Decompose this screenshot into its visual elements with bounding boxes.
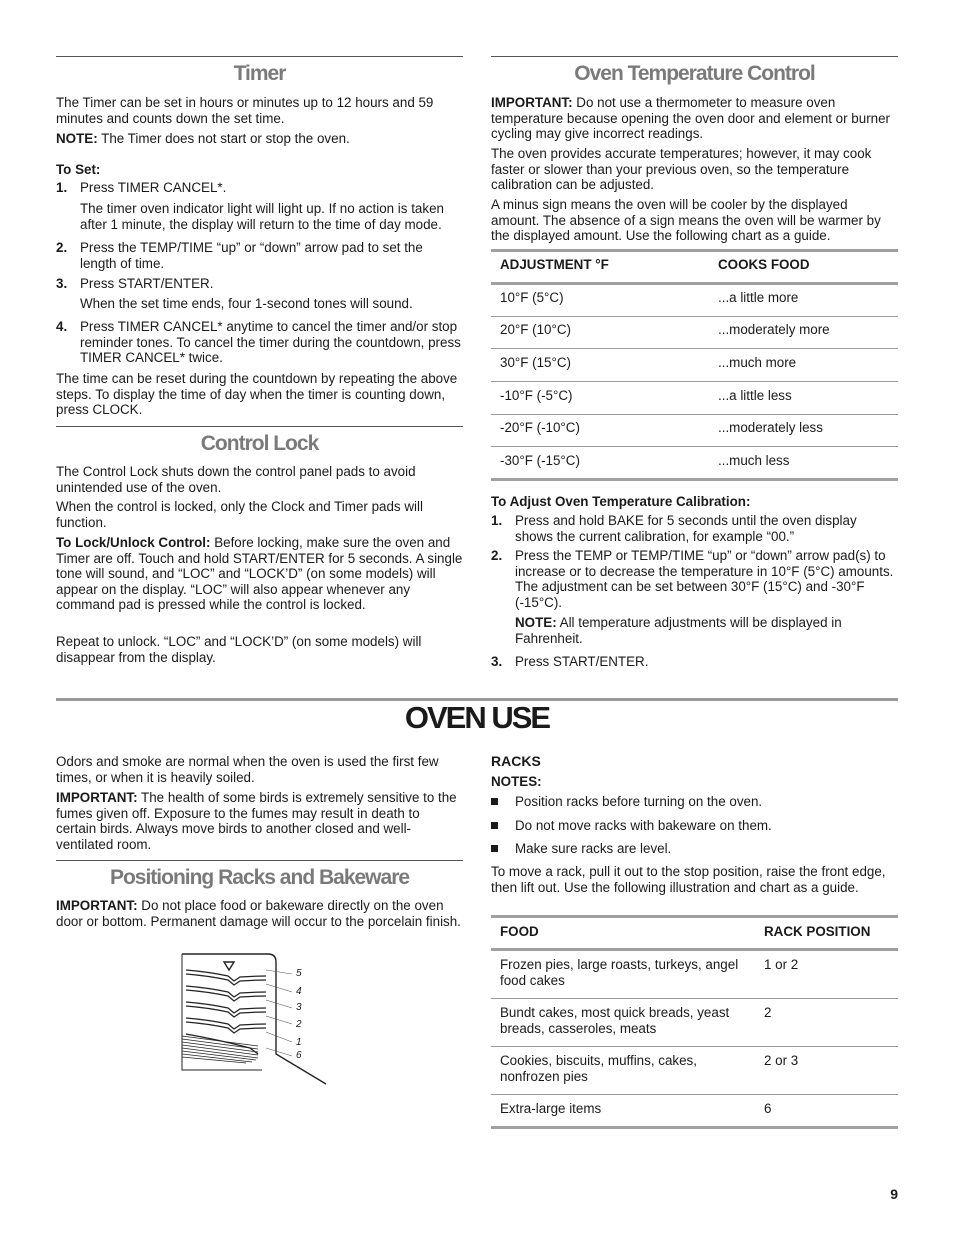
control-lock-p4: Repeat to unlock. “LOC” and “LOCK’D” (on some models) will disappear from the display. [56,634,422,665]
timer-step-number: 4. [56,319,68,334]
oven-temp-p1 [491,95,898,142]
timer-to-set: To Set: [56,162,101,177]
table-rule [491,478,898,481]
timer-step-number: 2. [56,240,68,255]
adjust-title: To Adjust Oven Temperature Calibration: [491,494,751,509]
oven-use-p2-text: The health of some birds is extremely sensitive to the fumes given off. Exposure to the fumes may result in death to certain birds. Always move birds to another closed and well-ventilated room. [56,790,457,852]
positioning-heading: Positioning Racks and Bakeware [109,866,410,889]
adjust-step-number: 2. [491,548,503,563]
timer-note [56,131,463,147]
control-lock-p3-text: Before locking, make sure the oven and Timer are off. Touch and hold START/ENTER for 5 seconds. A single tone will sound, and “LOC” and “LOCK’D” (on some models) will appear on the display. “LOC” will also appear whenever any command pad is pressed while the control is locked. [56,535,463,613]
bullet-icon [491,798,498,805]
control-lock-p1: The Control Lock shuts down the control panel pads to avoid unintended use of the oven. [56,464,416,495]
table-cell: 2 or 3 [764,1053,799,1068]
table-rule [491,948,898,951]
timer-step-text: Press the TEMP/TIME “up” or “down” arrow pad to set the length of time. [80,240,423,271]
oven-rack-illustration [180,950,340,1086]
oven-temp-top-rule [491,56,898,57]
oven-temp-heading: Oven Temperature Control [574,62,815,85]
table-cell: ...a little less [718,388,792,403]
timer-note-label: NOTE: [56,131,98,146]
table-cell: Extra-large items [500,1101,602,1116]
timer-step-text: When the set time ends, four 1-second tones will sound. [80,296,413,311]
table-rule [491,915,898,918]
bullet-icon [491,822,498,829]
adjust-note-label: NOTE: [515,615,557,630]
rack-position-label: 1 [296,1037,302,1048]
control-lock-p3-label: To Lock/Unlock Control: [56,535,211,550]
table-cell: -20°F (-10°C) [500,420,580,435]
table-rule [491,249,898,252]
control-lock-p2: When the control is locked, only the Clock and Timer pads will function. [56,499,423,530]
racks-note-item: Do not move racks with bakeware on them. [515,818,772,833]
oven-use-p2-label: IMPORTANT: [56,790,138,805]
table-rule [491,282,898,285]
table-cell: 20°F (10°C) [500,322,571,337]
rack-position-label: 2 [296,1019,302,1030]
oven-temp-p3: A minus sign means the oven will be cooler by the displayed amount. The absence of a sign means the oven will be warmer by the displayed amount. Use the following chart as a guide. [491,197,881,244]
table-header: FOOD [500,924,539,939]
table-cell: 2 [764,1005,772,1020]
timer-step-number: 3. [56,276,68,291]
timer-step-text: Press TIMER CANCEL*. [80,180,227,195]
control-lock-p3 [56,535,463,613]
oven-use-p2 [56,790,463,852]
table-cell: Cookies, biscuits, muffins, cakes, nonfrozen pies [500,1053,697,1084]
table-cell: Frozen pies, large roasts, turkeys, angel food cakes [500,957,739,988]
racks-note-item: Position racks before turning on the oven. [515,794,763,809]
oven-temp-p2: The oven provides accurate temperatures; however, it may cook faster or slower than your previous oven, so the temperature calibration can be adjusted. [491,146,872,193]
table-row-rule [491,381,898,382]
adjust-note-text: All temperature adjustments will be displayed in Fahrenheit. [515,615,842,646]
timer-step-text: Press START/ENTER. [80,276,214,291]
table-row-rule [491,348,898,349]
table-cell: ...moderately more [718,322,830,337]
racks-notes-label: NOTES: [491,774,542,789]
table-row-rule [491,414,898,415]
adjust-note [515,615,898,646]
oven-use-title: OVEN USE [404,700,550,735]
racks-heading: RACKS [491,753,541,769]
table-row-rule [491,316,898,317]
table-cell: ...much more [718,355,797,370]
adjust-step-number: 3. [491,654,503,669]
timer-heading: Timer [233,62,286,85]
table-cell: Bundt cakes, most quick breads, yeast breads, casseroles, meats [500,1005,730,1036]
control-lock-top-rule [56,426,463,427]
timer-note-text: The Timer does not start or stop the oven. [97,131,350,146]
timer-intro: The Timer can be set in hours or minutes up to 12 hours and 59 minutes and counts down the set time. [56,95,434,126]
racks-p1: To move a rack, pull it out to the stop position, raise the front edge, then lift out. Use the following illustration and chart as a guide. [491,864,886,895]
timer-step-text: The timer oven indicator light will light up. If no action is taken after 1 minute, the display will return to the time of day mode. [80,201,444,232]
oven-rack-diagram [180,950,340,1086]
oven-temp-p1-label: IMPORTANT: [491,95,573,110]
timer-top-rule [56,56,463,57]
bullet-icon [491,845,498,852]
table-header: RACK POSITION [764,924,871,939]
racks-note-item: Make sure racks are level. [515,841,672,856]
table-row-rule [491,998,898,999]
oven-temp-p1-text: Do not use a thermometer to measure oven temperature because opening the oven door and element or burner cycling may give incorrect readings. [491,95,891,142]
timer-outro: The time can be reset during the countdown by repeating the above steps. To display the time of day when the timer is counting down, press CLOCK. [56,371,458,418]
table-cell: 6 [764,1101,772,1116]
table-cell: 30°F (15°C) [500,355,571,370]
table-header: COOKS FOOD [718,257,810,272]
table-cell: 1 or 2 [764,957,799,972]
rack-position-label: 6 [296,1050,302,1061]
positioning-p1-text: Do not place food or bakeware directly on the oven door or bottom. Permanent damage will occur to the porcelain finish. [56,898,461,929]
rack-position-label: 5 [296,968,302,979]
oven-use-p1: Odors and smoke are normal when the oven is used the first few times, or when it is heavily soiled. [56,754,439,785]
timer-step-number: 1. [56,180,68,195]
rack-position-label: 4 [296,986,302,997]
positioning-top-rule [56,860,463,861]
table-cell: ...moderately less [718,420,823,435]
timer-step-text: Press TIMER CANCEL* anytime to cancel the timer and/or stop reminder tones. To cancel the timer during the countdown, press TIMER CANCEL* twice. [80,319,461,366]
adjust-step-text: Press START/ENTER. [515,654,649,669]
rack-position-label: 3 [296,1002,302,1013]
table-cell: ...a little more [718,290,799,305]
table-rule [491,1126,898,1129]
page-number: 9 [890,1186,898,1202]
adjust-step-text: Press and hold BAKE for 5 seconds until the oven display shows the current calibration, for example “00.” [515,513,857,544]
positioning-p1-label: IMPORTANT: [56,898,138,913]
adjust-step-number: 1. [491,513,503,528]
table-header: ADJUSTMENT °F [500,257,609,272]
table-row-rule [491,446,898,447]
table-cell: ...much less [718,453,790,468]
table-cell: -10°F (-5°C) [500,388,573,403]
control-lock-heading: Control Lock [200,432,319,455]
table-cell: 10°F (5°C) [500,290,564,305]
adjust-step-text: Press the TEMP or TEMP/TIME “up” or “down” arrow pad(s) to increase or to decrease the temperature in 10°F (5°C) amounts. The adjustment can be set between 30°F (15°C) and -30°F (-15°C). [515,548,894,610]
table-row-rule [491,1094,898,1095]
table-row-rule [491,1046,898,1047]
table-cell: -30°F (-15°C) [500,453,580,468]
positioning-p1 [56,898,463,929]
